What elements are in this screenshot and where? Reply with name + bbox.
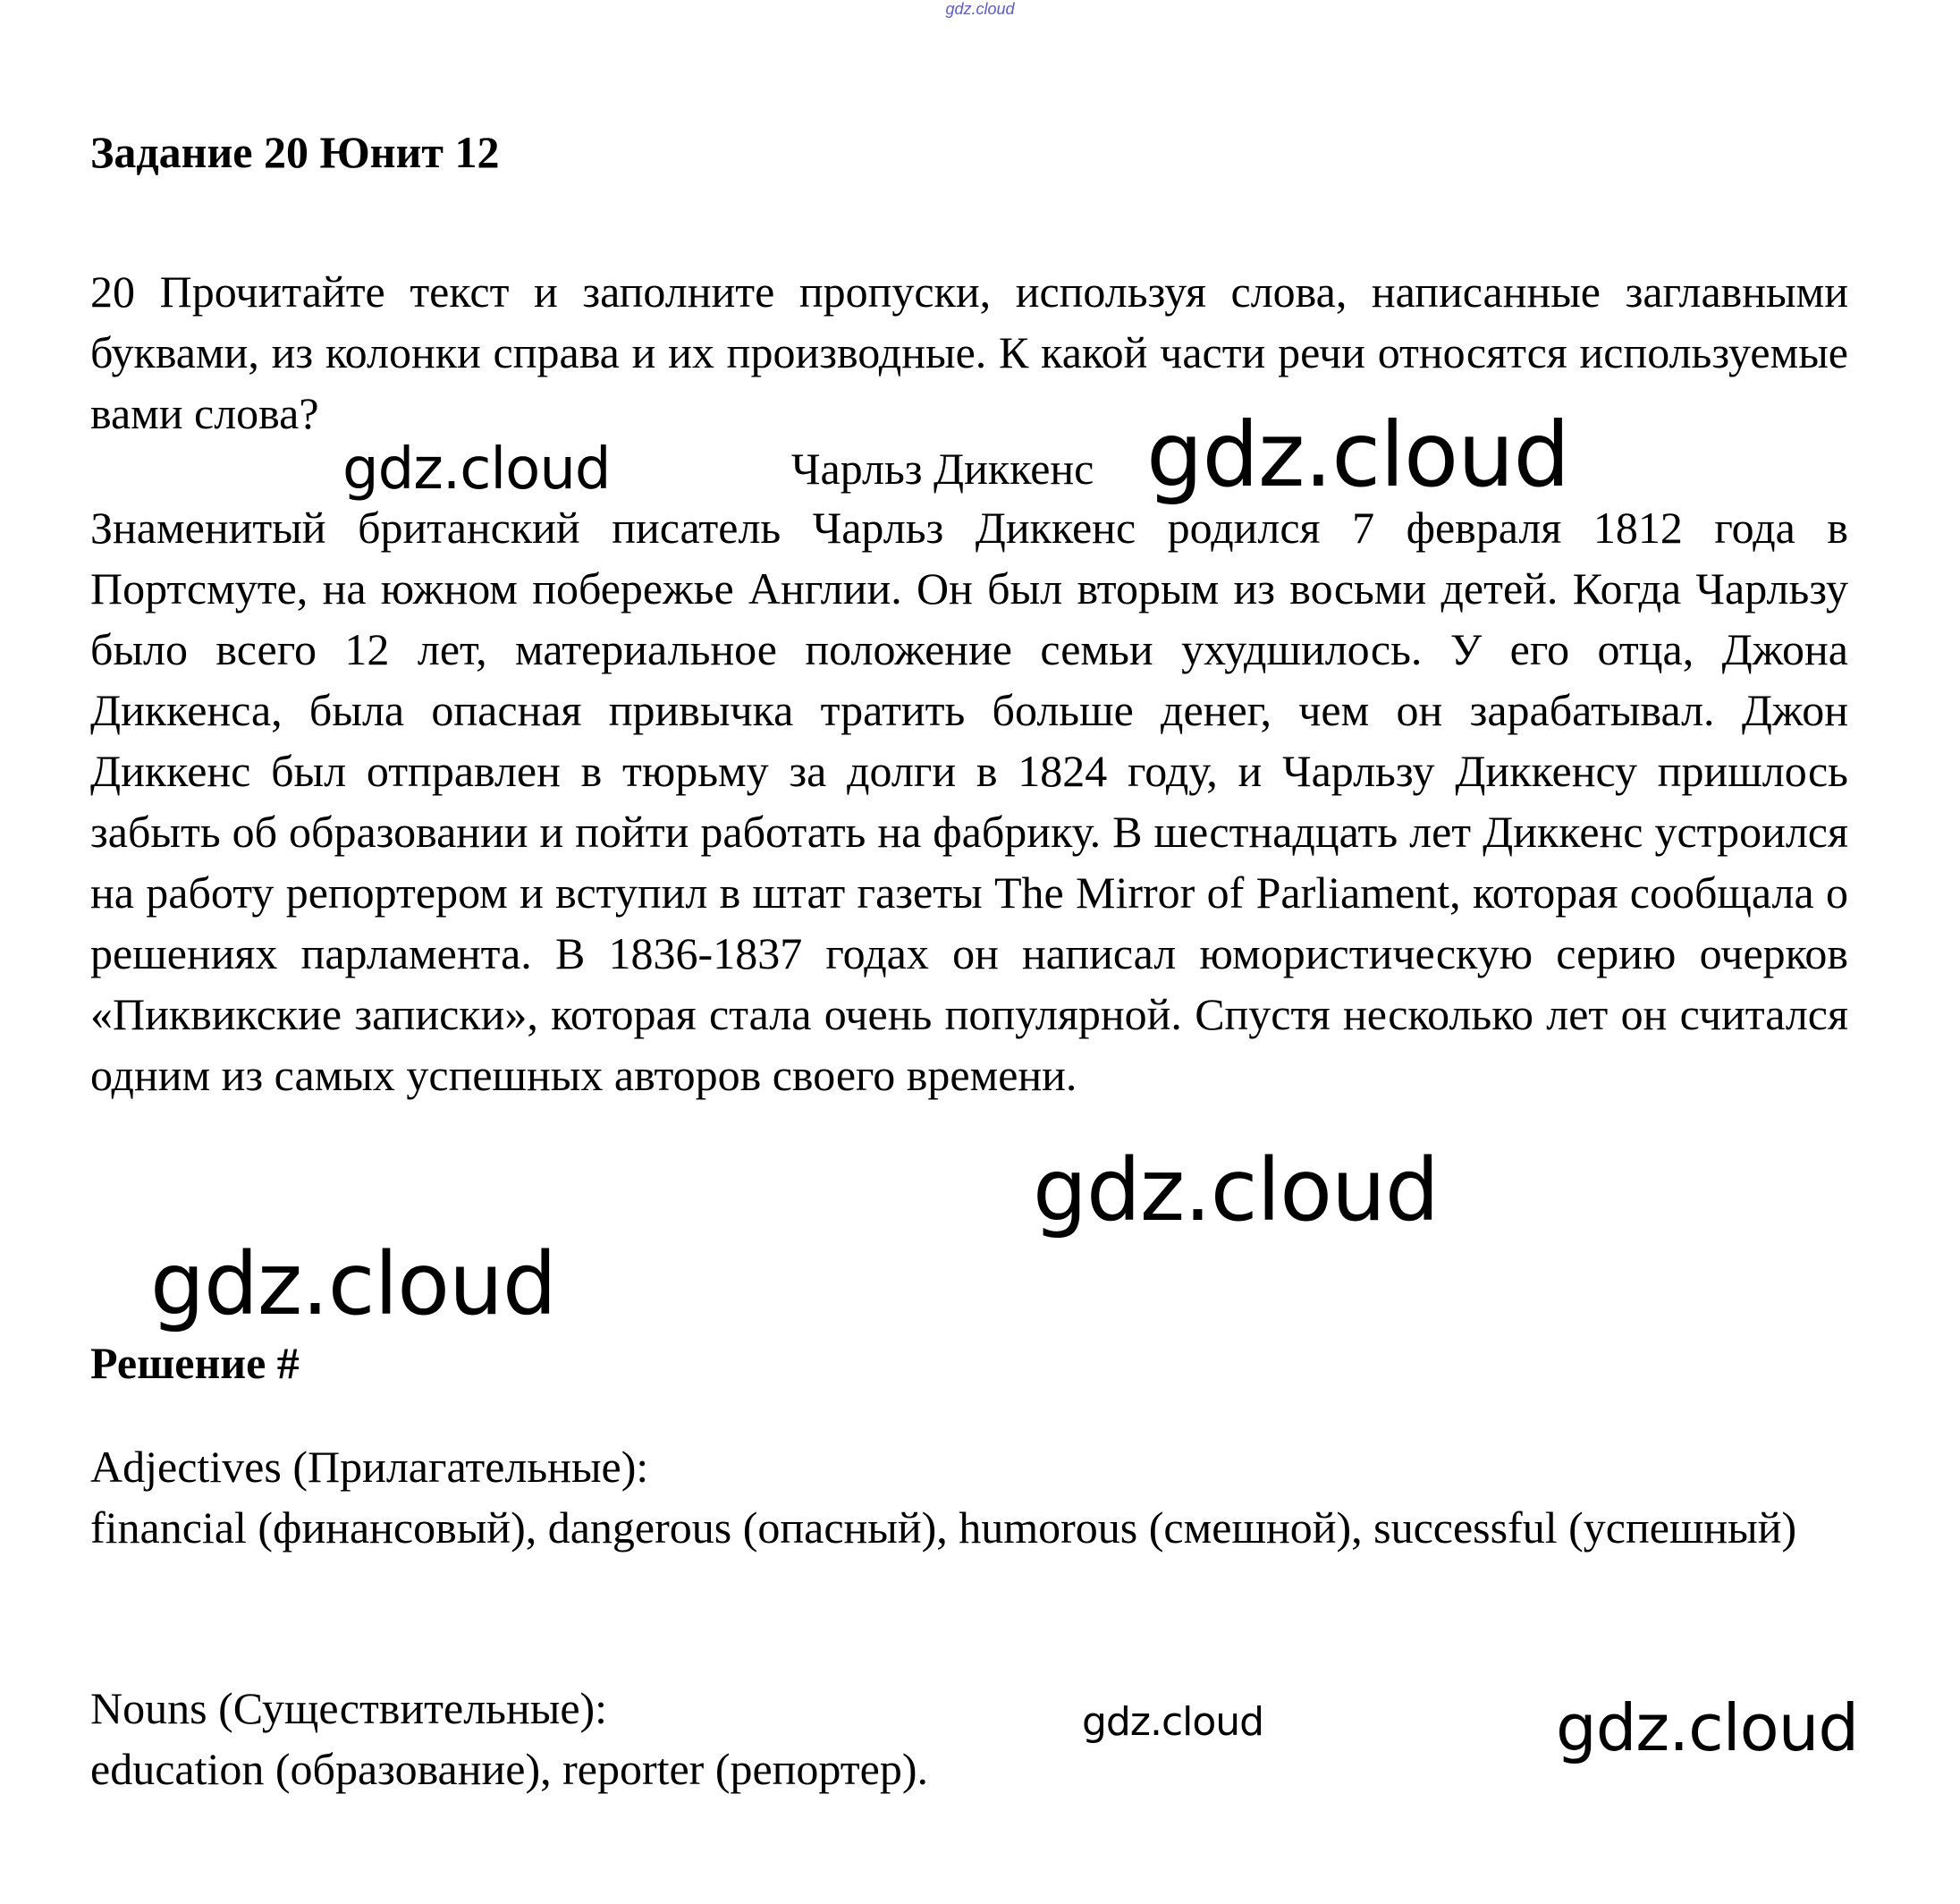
watermark: gdz.cloud — [150, 1234, 556, 1334]
watermark: gdz.cloud — [1556, 1690, 1859, 1765]
top-watermark: gdz.cloud — [945, 0, 1015, 18]
task-instructions: 20 Прочитайте текст и заполните пропуски, используя слова, написанные заглавными буквами, из колонки справа и их производные. К какой части речи относятся используемые вами слова? — [90, 267, 1848, 438]
nouns-list: education (образование), reporter (репортер). — [90, 1744, 928, 1794]
watermark: gdz.cloud — [1146, 402, 1570, 507]
text-title: Чарльз Диккенс — [791, 444, 1094, 494]
watermark: gdz.cloud — [342, 436, 611, 503]
page-title: Задание 20 Юнит 12 — [90, 127, 500, 177]
nouns-heading: Nouns (Существительные): — [90, 1683, 608, 1733]
reading-text: Знаменитый британский писатель Чарльз Диккенс родился 7 февраля 1812 года в Портсмуте, на южном побережье Англии. Он был вторым из восьми детей. Когда Чарльзу было всего 12 лет, материальное положение семьи ухудшилось. У его отца, Джона Диккенса, была опасная привычка тратить больше денег, чем он зарабатывал. Джон Диккенс был отправлен в тюрьму за долги в 1824 году, и Чарльзу Диккенсу пришлось забыть об образовании и пойти работать на фабрику. В шестнадцать лет Диккенс устроился на работу репортером и вступил в штат газеты The Mirror of Parliament, которая сообщала о решениях парламента. В 1836-1837 годах он написал юмористическую серию очерков «Пиквикские записки», которая стала очень популярной. Спустя несколько лет он считался одним из самых успешных авторов своего времени. — [90, 503, 1848, 1100]
watermark: gdz.cloud — [1082, 1699, 1264, 1745]
solution-heading: Решение # — [90, 1338, 300, 1388]
adjectives-block — [90, 1436, 1848, 1558]
watermark: gdz.cloud — [1033, 1140, 1439, 1240]
adjectives-heading: Adjectives (Прилагательные): — [90, 1442, 649, 1492]
adjectives-list: financial (финансовый), dangerous (опасный), humorous (смешной), successful (успешный) — [90, 1502, 1797, 1553]
